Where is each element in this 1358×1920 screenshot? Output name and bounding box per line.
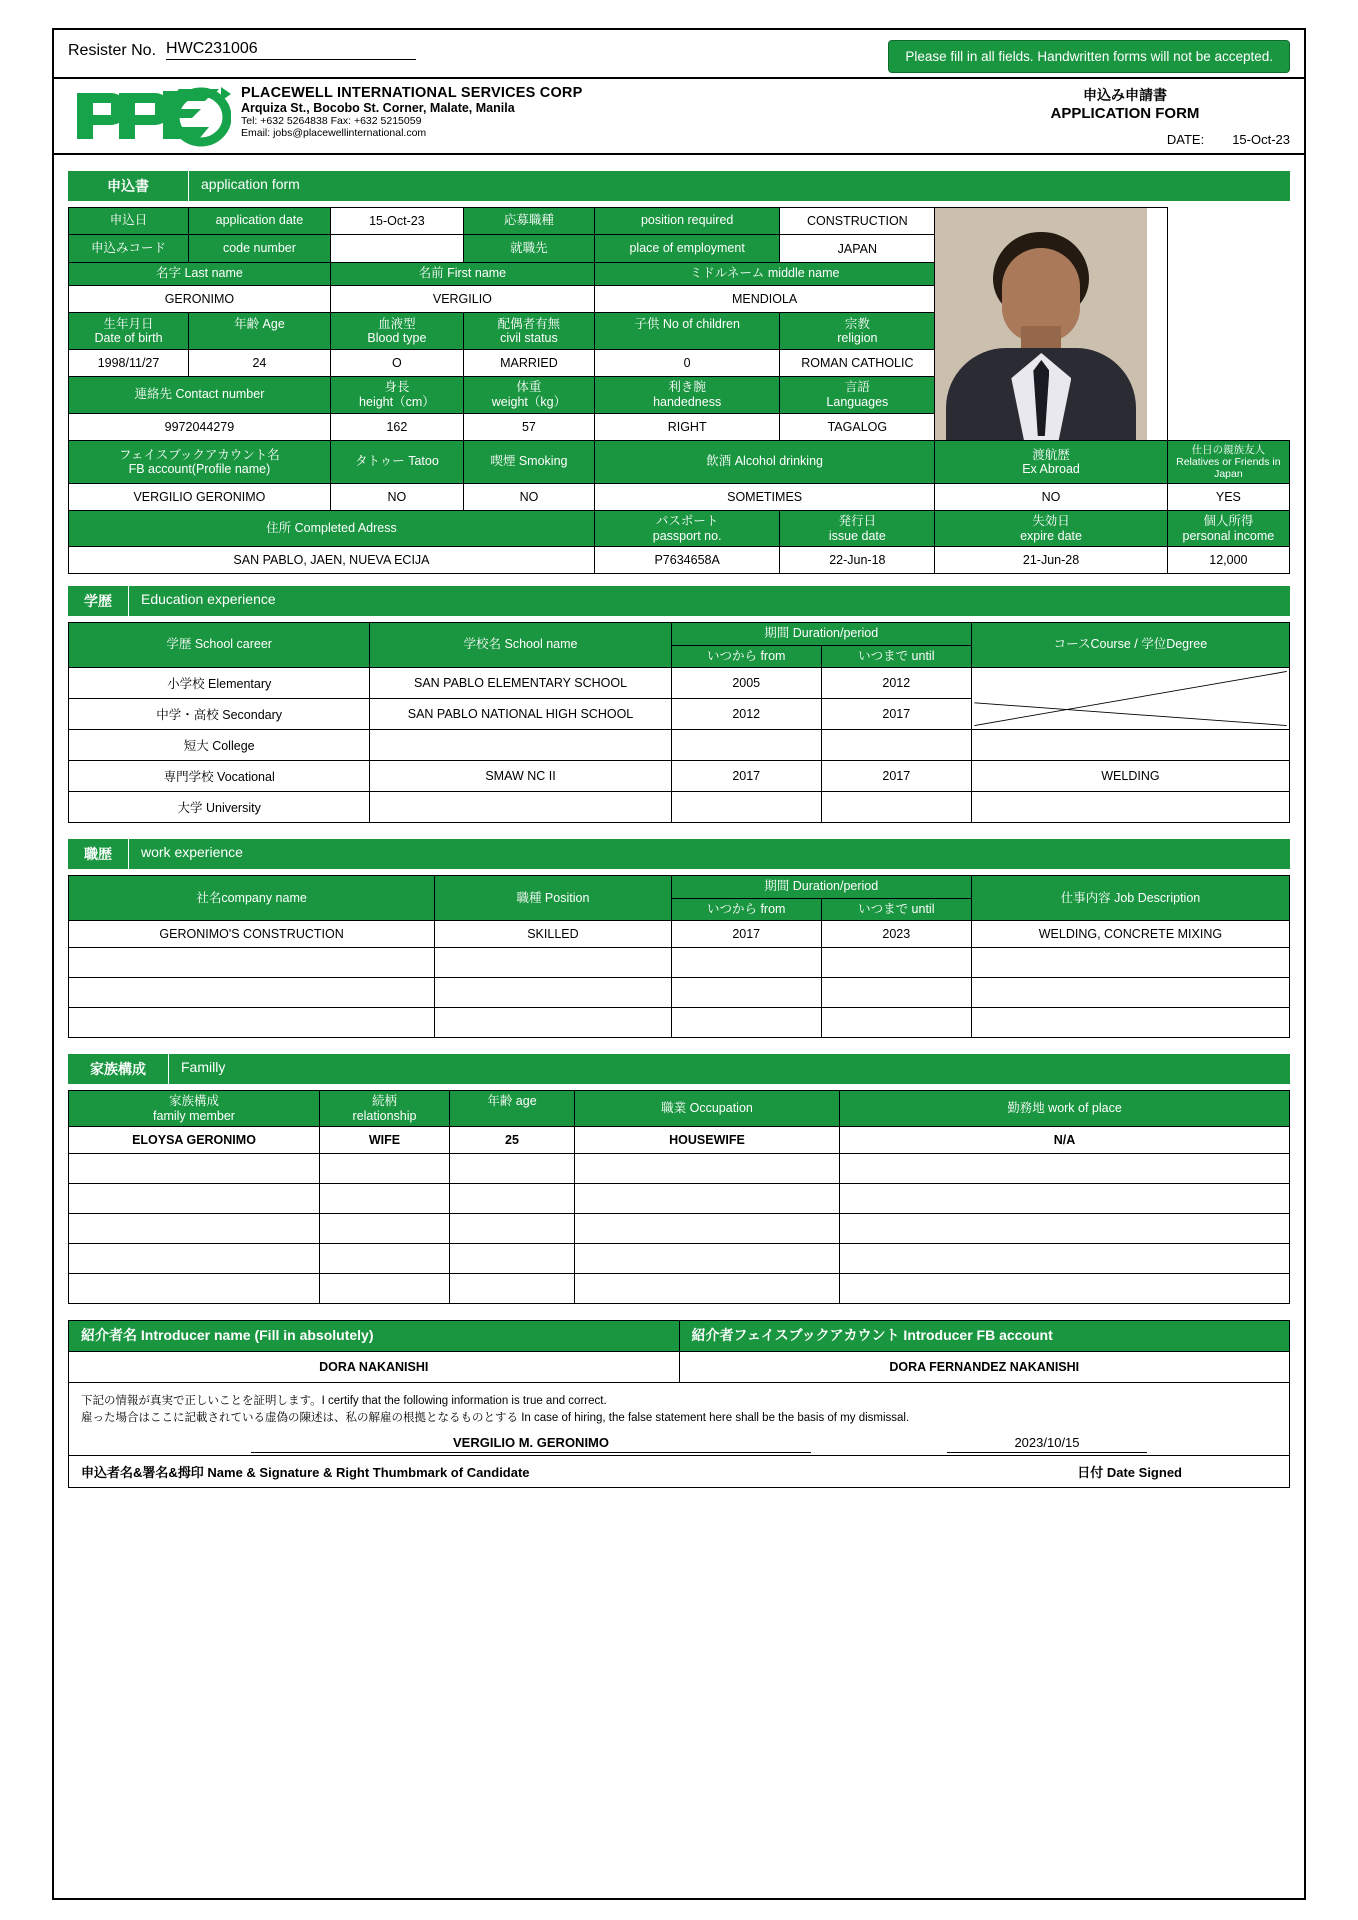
school-name-header: 学校名 School name bbox=[370, 622, 671, 667]
register-label: Resister No. bbox=[68, 42, 157, 59]
signature-line bbox=[251, 1452, 811, 1453]
age-label-en bbox=[191, 331, 328, 345]
passport-label-jp: パスポート bbox=[655, 514, 719, 529]
company-info bbox=[233, 85, 960, 139]
passport-value[interactable]: P7634658A bbox=[594, 546, 779, 573]
relationship-header-jp: 続柄 bbox=[371, 1094, 397, 1109]
company-header bbox=[54, 79, 1304, 155]
date-signed-value[interactable]: 2023/10/15 bbox=[1014, 1435, 1080, 1451]
table-row bbox=[69, 1091, 1290, 1127]
work-description-3[interactable] bbox=[971, 1008, 1289, 1038]
education-from-0[interactable]: 2005 bbox=[671, 668, 821, 699]
work-of-place-header: 勤務地 work of place bbox=[840, 1091, 1290, 1127]
ex-abroad-label-en: Ex Abroad bbox=[1022, 462, 1080, 477]
place-employment-en: place of employment bbox=[594, 235, 779, 262]
family-member-header-jp: 家族構成 bbox=[168, 1094, 219, 1109]
signature-label: 申込者名&署名&拇印 Name & Signature & Right Thumbmark of Candidate bbox=[81, 1465, 530, 1481]
expire-date-label-en: expire date bbox=[1020, 528, 1082, 543]
certification-block bbox=[68, 1383, 1290, 1489]
education-school-3[interactable]: SMAW NC II bbox=[370, 761, 671, 792]
section-header-application bbox=[68, 171, 1290, 201]
company-email: Email: jobs@placewellinternational.com bbox=[241, 127, 427, 139]
place-employment-jp: 就職先 bbox=[463, 235, 594, 262]
first-name-label: 名前 First name bbox=[330, 262, 594, 285]
section-application-jp: 申込書 bbox=[68, 171, 189, 201]
work-from-header: いつから from bbox=[671, 898, 821, 921]
religion-label-jp: 宗教 bbox=[844, 316, 870, 331]
table-row bbox=[69, 978, 1290, 1008]
education-table bbox=[68, 622, 1290, 823]
handedness-label-jp: 利き腕 bbox=[668, 380, 706, 395]
height-value[interactable]: 162 bbox=[330, 413, 463, 441]
smoking-value[interactable]: NO bbox=[463, 484, 594, 511]
family-member-5[interactable] bbox=[69, 1274, 320, 1304]
section-family-jp: 家族構成 bbox=[68, 1054, 169, 1084]
education-duration-header: 期間 Duration/period bbox=[671, 622, 971, 645]
personal-income-label bbox=[1167, 511, 1289, 547]
introducer-fb-value[interactable]: DORA FERNANDEZ NAKANISHI bbox=[679, 1351, 1290, 1382]
cert-line-1: 下記の情報が真実で正しいことを証明します。I certify that the following information is true and correct. bbox=[81, 1394, 607, 1407]
civil-status-value[interactable]: MARRIED bbox=[463, 349, 594, 376]
date-signed-label: 日付 Date Signed bbox=[1077, 1465, 1182, 1481]
family-member-4[interactable] bbox=[69, 1244, 320, 1274]
section-work-en: work experience bbox=[129, 839, 1290, 869]
table-row bbox=[69, 208, 1290, 235]
work-position-3[interactable] bbox=[435, 1008, 672, 1038]
relatives-japan-label bbox=[1167, 441, 1289, 484]
table-row bbox=[69, 1351, 1290, 1382]
fb-account-label-en: FB account(Profile name) bbox=[128, 462, 271, 477]
table-row bbox=[69, 1184, 1290, 1214]
contact-number-label: 連絡先 Contact number bbox=[69, 377, 331, 413]
languages-label bbox=[780, 377, 935, 413]
passport-label bbox=[594, 511, 779, 547]
register-number-value: HWC231006 bbox=[166, 40, 416, 60]
family-table bbox=[68, 1090, 1290, 1304]
education-until-4[interactable] bbox=[821, 792, 971, 823]
introducer-name-value[interactable]: DORA NAKANISHI bbox=[69, 1351, 680, 1382]
work-table bbox=[68, 875, 1290, 1038]
work-position-1[interactable] bbox=[435, 948, 672, 978]
religion-value[interactable]: ROMAN CATHOLIC bbox=[780, 349, 935, 376]
form-title-en: APPLICATION FORM bbox=[1050, 105, 1200, 122]
register-row bbox=[54, 30, 1304, 79]
photo-image bbox=[935, 208, 1147, 440]
section-education-jp: 学歴 bbox=[68, 586, 129, 616]
education-school-2[interactable] bbox=[370, 730, 671, 761]
blood-type-label bbox=[330, 313, 463, 349]
education-career-4[interactable]: 大学 University bbox=[69, 792, 370, 823]
height-label-en: height（cm） bbox=[359, 394, 435, 409]
smoking-label: 喫煙 Smoking bbox=[463, 441, 594, 484]
certification-text bbox=[69, 1383, 1289, 1432]
dob-value[interactable]: 1998/11/27 bbox=[69, 349, 189, 376]
education-from-4[interactable] bbox=[671, 792, 821, 823]
application-date-value[interactable]: 15-Oct-23 bbox=[330, 208, 463, 235]
tatoo-value[interactable]: NO bbox=[330, 484, 463, 511]
education-from-1[interactable]: 2012 bbox=[671, 699, 821, 730]
introducer-name-header: 紹介者名 Introducer name (Fill in absolutely) bbox=[69, 1321, 680, 1352]
fb-account-label-jp: フェイスブックアカウント名 bbox=[119, 447, 280, 462]
signature-row bbox=[69, 1431, 1289, 1455]
table-row bbox=[69, 1214, 1290, 1244]
family-occupation-4[interactable] bbox=[575, 1244, 840, 1274]
work-from-2[interactable] bbox=[671, 978, 821, 1008]
religion-label bbox=[780, 313, 935, 349]
table-row bbox=[69, 921, 1290, 948]
date-signed bbox=[947, 1435, 1147, 1453]
handedness-value[interactable]: RIGHT bbox=[594, 413, 779, 441]
family-age-2[interactable] bbox=[450, 1184, 575, 1214]
course-degree-header: コースCourse / 学位Degree bbox=[971, 622, 1289, 667]
education-until-3[interactable]: 2017 bbox=[821, 761, 971, 792]
age-label-jp: 年齢 Age bbox=[234, 316, 285, 331]
family-age-3[interactable] bbox=[450, 1214, 575, 1244]
register-number-group bbox=[68, 40, 416, 60]
relatives-japan-value[interactable]: YES bbox=[1167, 484, 1289, 511]
occupation-header: 職業 Occupation bbox=[575, 1091, 840, 1127]
company-address: Arquiza St., Bocobo St. Corner, Malate, Manila bbox=[241, 101, 515, 115]
family-member-header bbox=[69, 1091, 320, 1127]
family-workplace-5[interactable] bbox=[840, 1274, 1290, 1304]
family-member-3[interactable] bbox=[69, 1214, 320, 1244]
family-occupation-1[interactable] bbox=[575, 1154, 840, 1184]
introducer-fb-header: 紹介者フェイスブックアカウント Introducer FB account bbox=[679, 1321, 1290, 1352]
last-name-value[interactable]: GERONIMO bbox=[69, 285, 331, 312]
relationship-header bbox=[320, 1091, 450, 1127]
table-row bbox=[69, 546, 1290, 573]
company-name-header: 社名company name bbox=[69, 876, 435, 921]
personal-income-label-en: personal income bbox=[1182, 528, 1275, 543]
work-company-0[interactable]: GERONIMO'S CONSTRUCTION bbox=[69, 921, 435, 948]
family-workplace-2[interactable] bbox=[840, 1184, 1290, 1214]
children-label-en bbox=[597, 331, 777, 345]
work-from-0[interactable]: 2017 bbox=[671, 921, 821, 948]
blood-type-label-en: Blood type bbox=[367, 331, 427, 346]
form-date-label: DATE: bbox=[1166, 132, 1205, 147]
personal-income-label-jp: 個人所得 bbox=[1203, 514, 1254, 529]
children-label-jp: 子供 No of children bbox=[634, 316, 740, 331]
work-until-header: いつまで until bbox=[821, 898, 971, 921]
introducer-table bbox=[68, 1320, 1290, 1383]
languages-label-en: Languages bbox=[826, 394, 889, 409]
work-company-3[interactable] bbox=[69, 1008, 435, 1038]
section-header-education bbox=[68, 586, 1290, 616]
code-number-value[interactable] bbox=[330, 235, 463, 262]
work-description-1[interactable] bbox=[971, 948, 1289, 978]
ex-abroad-label bbox=[935, 441, 1167, 484]
place-employment-value[interactable]: JAPAN bbox=[780, 235, 935, 262]
section-application-en: application form bbox=[189, 171, 1290, 201]
family-member-2[interactable] bbox=[69, 1184, 320, 1214]
form-outer-border bbox=[52, 28, 1306, 1900]
work-until-0[interactable]: 2023 bbox=[821, 921, 971, 948]
weight-label-jp: 体重 bbox=[516, 380, 542, 395]
languages-label-jp: 言語 bbox=[844, 380, 870, 395]
relatives-japan-label-en: Relatives or Friends in Japan bbox=[1176, 456, 1281, 481]
education-career-3[interactable]: 専門学校 Vocational bbox=[69, 761, 370, 792]
address-label: 住所 Completed Adress bbox=[69, 511, 595, 547]
weight-value[interactable]: 57 bbox=[463, 413, 594, 441]
table-row bbox=[69, 1127, 1290, 1154]
middle-name-value[interactable]: MENDIOLA bbox=[594, 285, 934, 312]
table-row bbox=[69, 484, 1290, 511]
school-career-header: 学歴 School career bbox=[69, 622, 370, 667]
section-header-family bbox=[68, 1054, 1290, 1084]
date-line bbox=[947, 1452, 1147, 1453]
relatives-japan-label-jp: 仕日の親族友人 bbox=[1191, 444, 1266, 456]
family-relation-0[interactable]: WIFE bbox=[320, 1127, 450, 1154]
education-course-3[interactable]: WELDING bbox=[971, 761, 1289, 792]
expire-date-label bbox=[935, 511, 1167, 547]
civil-status-label bbox=[463, 313, 594, 349]
work-company-2[interactable] bbox=[69, 978, 435, 1008]
section-education-en: Education experience bbox=[129, 586, 1290, 616]
cert-line-2: 雇った場合はここに記載されている虚偽の陳述は、私の解雇の根拠となるものとする In case of hiring, the false statement here shall be the basis of my dismissal. bbox=[81, 1411, 910, 1424]
family-occupation-3[interactable] bbox=[575, 1214, 840, 1244]
form-date-value: 15-Oct-23 bbox=[1232, 132, 1290, 147]
languages-value[interactable]: TAGALOG bbox=[780, 413, 935, 441]
company-tel: Tel: +632 5264838 Fax: +632 5215059 bbox=[241, 115, 422, 127]
education-until-0[interactable]: 2012 bbox=[821, 668, 971, 699]
tatoo-label: タトゥー Tatoo bbox=[330, 441, 463, 484]
passport-label-en: passport no. bbox=[652, 528, 722, 543]
work-until-2[interactable] bbox=[821, 978, 971, 1008]
issue-date-label-jp: 発行日 bbox=[838, 514, 877, 529]
company-name: PLACEWELL INTERNATIONAL SERVICES CORP bbox=[241, 85, 583, 101]
education-career-2[interactable]: 短大 College bbox=[69, 730, 370, 761]
family-relation-2[interactable] bbox=[320, 1184, 450, 1214]
children-label bbox=[594, 313, 779, 349]
table-row bbox=[69, 622, 1290, 645]
education-course-2[interactable] bbox=[971, 730, 1289, 761]
family-age-header bbox=[450, 1091, 575, 1127]
work-from-3[interactable] bbox=[671, 1008, 821, 1038]
section-header-work bbox=[68, 839, 1290, 869]
issue-date-value[interactable]: 22-Jun-18 bbox=[780, 546, 935, 573]
education-until-2[interactable] bbox=[821, 730, 971, 761]
position-required-jp: 応募職種 bbox=[463, 208, 594, 235]
alcohol-value[interactable]: SOMETIMES bbox=[594, 484, 934, 511]
civil-status-label-en: civil status bbox=[500, 331, 558, 346]
work-until-3[interactable] bbox=[821, 1008, 971, 1038]
ex-abroad-value[interactable]: NO bbox=[935, 484, 1167, 511]
education-course-strikethrough[interactable] bbox=[971, 668, 1289, 730]
education-from-2[interactable] bbox=[671, 730, 821, 761]
placewell-logo bbox=[68, 85, 233, 147]
family-workplace-0[interactable]: N/A bbox=[840, 1127, 1290, 1154]
table-row bbox=[69, 730, 1290, 761]
table-row bbox=[69, 792, 1290, 823]
table-row bbox=[69, 1321, 1290, 1352]
strikethrough-icon bbox=[972, 668, 1289, 729]
family-age-4[interactable] bbox=[450, 1244, 575, 1274]
age-value[interactable]: 24 bbox=[189, 349, 331, 376]
application-date-en: application date bbox=[189, 208, 331, 235]
relationship-header-en: relationship bbox=[352, 1108, 417, 1123]
application-date-jp: 申込日 bbox=[69, 208, 189, 235]
family-age-header-en bbox=[452, 1109, 572, 1123]
expire-date-label-jp: 失効日 bbox=[1032, 514, 1070, 529]
table-row bbox=[69, 1154, 1290, 1184]
position-required-value[interactable]: CONSTRUCTION bbox=[780, 208, 935, 235]
work-description-0[interactable]: WELDING, CONCRETE MIXING bbox=[971, 921, 1289, 948]
candidate-signature bbox=[251, 1435, 811, 1453]
family-age-1[interactable] bbox=[450, 1154, 575, 1184]
table-row bbox=[69, 948, 1290, 978]
dob-label-en: Date of birth bbox=[94, 331, 163, 346]
family-age-header-jp: 年齢 age bbox=[487, 1094, 537, 1109]
dob-label bbox=[69, 313, 189, 349]
work-duration-header: 期間 Duration/period bbox=[671, 876, 971, 899]
education-career-1[interactable]: 中学・高校 Secondary bbox=[69, 699, 370, 730]
contact-number-value[interactable]: 9972044279 bbox=[69, 413, 331, 441]
age-label bbox=[189, 313, 331, 349]
education-until-header: いつまで until bbox=[821, 645, 971, 668]
work-position-2[interactable] bbox=[435, 978, 672, 1008]
work-from-1[interactable] bbox=[671, 948, 821, 978]
code-number-jp: 申込みコード bbox=[69, 235, 189, 262]
work-until-1[interactable] bbox=[821, 948, 971, 978]
education-school-1[interactable]: SAN PABLO NATIONAL HIGH SCHOOL bbox=[370, 699, 671, 730]
table-row bbox=[69, 511, 1290, 547]
logo-icon bbox=[71, 85, 231, 147]
section-work-jp: 職歴 bbox=[68, 839, 129, 869]
form-title-block bbox=[960, 85, 1290, 147]
family-member-0[interactable]: ELOYSA GERONIMO bbox=[69, 1127, 320, 1154]
job-description-header: 仕事内容 Job Description bbox=[971, 876, 1289, 921]
family-relation-1[interactable] bbox=[320, 1154, 450, 1184]
position-required-en: position required bbox=[594, 208, 779, 235]
ex-abroad-label-jp: 渡航歴 bbox=[1032, 447, 1070, 462]
education-school-4[interactable] bbox=[370, 792, 671, 823]
form-date-row bbox=[960, 132, 1290, 147]
work-position-0[interactable]: SKILLED bbox=[435, 921, 672, 948]
family-workplace-4[interactable] bbox=[840, 1244, 1290, 1274]
education-from-header: いつから from bbox=[671, 645, 821, 668]
family-age-0[interactable]: 25 bbox=[450, 1127, 575, 1154]
education-from-3[interactable]: 2017 bbox=[671, 761, 821, 792]
family-member-header-en: family member bbox=[153, 1108, 235, 1123]
religion-label-en: religion bbox=[837, 331, 878, 346]
form-title-jp: 申込み申請書 bbox=[1083, 87, 1167, 103]
fb-account-label bbox=[69, 441, 331, 484]
issue-date-label-en: issue date bbox=[828, 528, 886, 543]
expire-date-value[interactable]: 21-Jun-28 bbox=[935, 546, 1167, 573]
application-top-table bbox=[68, 207, 1290, 574]
code-number-en: code number bbox=[189, 235, 331, 262]
weight-label bbox=[463, 377, 594, 413]
family-occupation-5[interactable] bbox=[575, 1274, 840, 1304]
table-row bbox=[69, 1274, 1290, 1304]
education-until-1[interactable]: 2017 bbox=[821, 699, 971, 730]
blood-type-value[interactable]: O bbox=[330, 349, 463, 376]
table-row bbox=[69, 1008, 1290, 1038]
family-workplace-3[interactable] bbox=[840, 1214, 1290, 1244]
family-age-5[interactable] bbox=[450, 1274, 575, 1304]
position-header: 職種 Position bbox=[435, 876, 672, 921]
last-name-label: 名字 Last name bbox=[69, 262, 331, 285]
education-course-4[interactable] bbox=[971, 792, 1289, 823]
alcohol-label: 飲酒 Alcohol drinking bbox=[594, 441, 934, 484]
family-occupation-0[interactable]: HOUSEWIFE bbox=[575, 1127, 840, 1154]
work-company-1[interactable] bbox=[69, 948, 435, 978]
section-family-en: Familly bbox=[169, 1054, 1290, 1084]
weight-label-en: weight（kg） bbox=[491, 394, 567, 409]
work-description-2[interactable] bbox=[971, 978, 1289, 1008]
education-school-0[interactable]: SAN PABLO ELEMENTARY SCHOOL bbox=[370, 668, 671, 699]
table-row bbox=[69, 1244, 1290, 1274]
handedness-label-en: handedness bbox=[653, 394, 722, 409]
handedness-label bbox=[594, 377, 779, 413]
family-occupation-2[interactable] bbox=[575, 1184, 840, 1214]
family-relation-5[interactable] bbox=[320, 1274, 450, 1304]
address-value[interactable]: SAN PABLO, JAEN, NUEVA ECIJA bbox=[69, 546, 595, 573]
family-relation-4[interactable] bbox=[320, 1244, 450, 1274]
table-row bbox=[69, 441, 1290, 484]
table-row bbox=[69, 876, 1290, 899]
table-row bbox=[69, 761, 1290, 792]
first-name-value[interactable]: VERGILIO bbox=[330, 285, 594, 312]
family-workplace-1[interactable] bbox=[840, 1154, 1290, 1184]
education-career-0[interactable]: 小学校 Elementary bbox=[69, 668, 370, 699]
blood-type-label-jp: 血液型 bbox=[378, 316, 416, 331]
dob-label-jp: 生年月日 bbox=[103, 316, 154, 331]
footer-labels bbox=[69, 1455, 1289, 1487]
family-member-1[interactable] bbox=[69, 1154, 320, 1184]
personal-income-value[interactable]: 12,000 bbox=[1167, 546, 1289, 573]
height-label-jp: 身長 bbox=[384, 380, 410, 395]
fb-account-value[interactable]: VERGILIO GERONIMO bbox=[69, 484, 331, 511]
height-label bbox=[330, 377, 463, 413]
civil-status-label-jp: 配偶者有無 bbox=[497, 316, 561, 331]
candidate-signature-name[interactable]: VERGILIO M. GERONIMO bbox=[452, 1435, 609, 1451]
notice-banner: Please fill in all fields. Handwritten forms will not be accepted. bbox=[888, 40, 1290, 73]
children-value[interactable]: 0 bbox=[594, 349, 779, 376]
middle-name-label: ミドルネーム middle name bbox=[594, 262, 934, 285]
table-row bbox=[69, 668, 1290, 699]
issue-date-label bbox=[780, 511, 935, 547]
family-relation-3[interactable] bbox=[320, 1214, 450, 1244]
form-body bbox=[54, 155, 1304, 1498]
applicant-photo bbox=[935, 208, 1167, 441]
